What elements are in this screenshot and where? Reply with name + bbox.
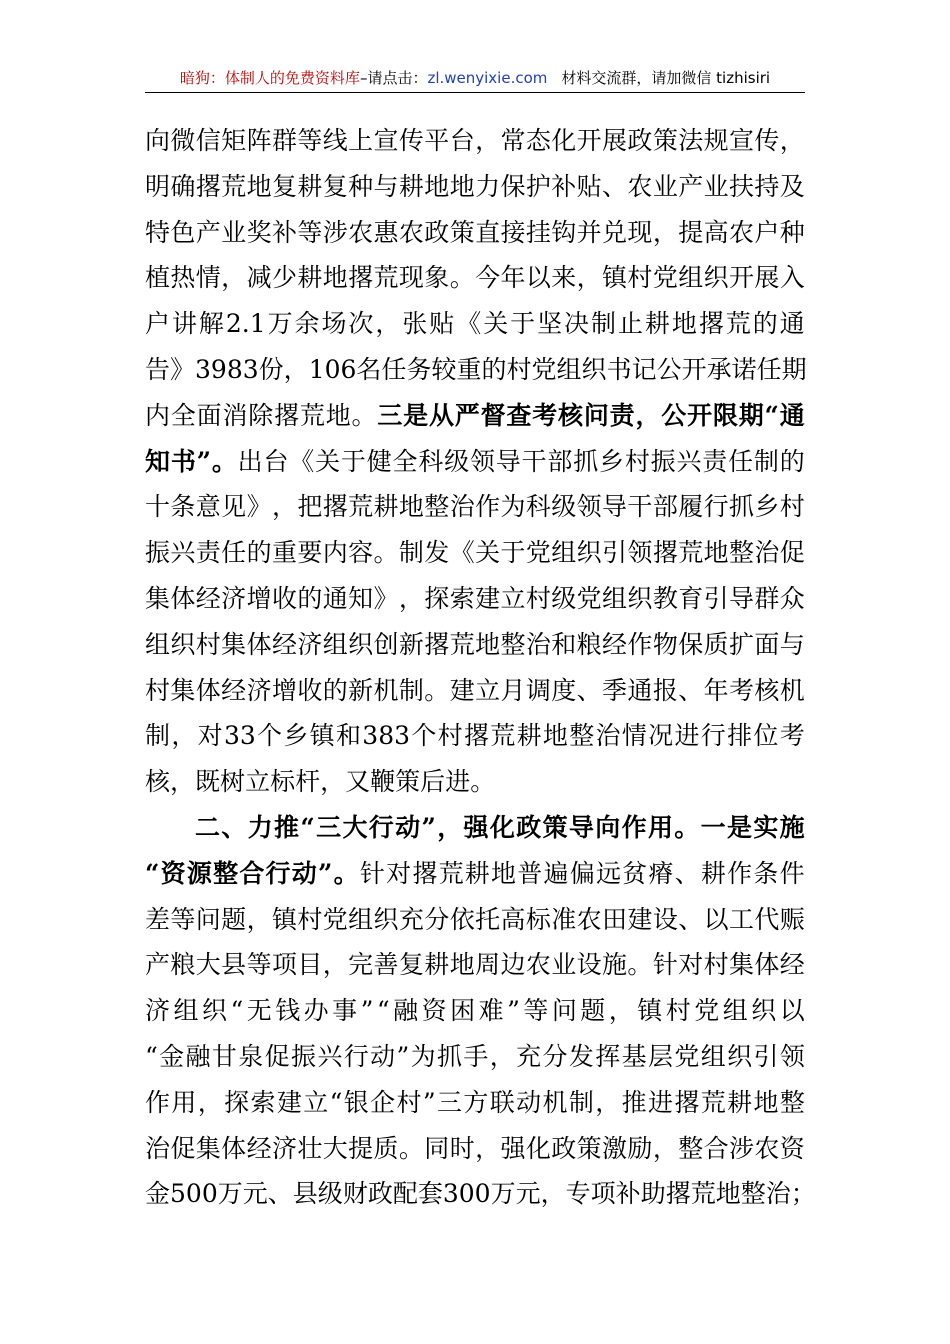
text-line: 特 色 产 业 奖 补 等 涉 农 惠 农 政 策 直 接 挂 钩 并 兑 现 ， 提 高 农 户 种	[145, 217, 805, 247]
header-contact: 材料交流群，请加微信 tizhisiri	[561, 69, 771, 87]
text-line: 内 全 面 消 除 撂 荒 地 。 三 是 从 严 督 查 考 核 问 责 ， 公 开 限 期 “ 通	[145, 400, 805, 430]
text-line: 村 集 体 经 济 增 收 的 新 机 制 。 建 立 月 调 度 、 季 通 报 、 年 考 核 机	[145, 675, 805, 705]
text-line: 差 等 问 题 ， 镇 村 党 组 织 充 分 依 托 高 标 准 农 田 建 设 、 以 工 代 赈	[145, 904, 805, 934]
text-line: 治 促 集 体 经 济 壮 大 提 质 。 同 时 ， 强 化 政 策 激 励 ， 整 合 涉 农 资	[145, 1133, 805, 1163]
text-line: 户 讲 解 2.1 万 余 场 次 ， 张 贴 《 关 于 坚 决 制 止 耕 地 撂 荒 的 通	[145, 309, 805, 339]
header-link-prefix: –请点击：	[359, 69, 428, 87]
text-line: 植 热 情 ， 减 少 耕 地 撂 荒 现 象 。 今 年 以 来 ， 镇 村 党 组 织 开 展 入	[145, 263, 805, 293]
text-line: 振 兴 责 任 的 重 要 内 容 。 制 发 《 关 于 党 组 织 引 领 撂 荒 地 整 治 促	[145, 538, 805, 568]
text-line: 知 书 ” 。 出 台 《 关 于 健 全 科 级 领 导 干 部 抓 乡 村 振 兴 责 任 制 的	[145, 446, 805, 476]
header-link[interactable]: zl.wenyixie.com	[427, 69, 548, 87]
text-line: 济 组 织 “ 无 钱 办 事 ” “ 融 资 困 难 ” 等 问 题 ， 镇 村 党 组 织 以	[145, 996, 805, 1026]
text-line: 组 织 村 集 体 经 济 组 织 创 新 撂 荒 地 整 治 和 粮 经 作 物 保 质 扩 面 与	[145, 629, 805, 659]
text-line: 告 》 3983 份 ， 106 名 任 务 较 重 的 村 党 组 织 书 记 公 开 承 诺 任 期	[145, 354, 807, 384]
text-line: 明 确 撂 荒 地 复 耕 复 种 与 耕 地 地 力 保 护 补 贴 、 农 业 产 业 扶 持 及	[145, 171, 805, 201]
text-line: 二 、 力 推 “ 三 大 行 动 ” ， 强 化 政 策 导 向 作 用 。 一 是 实 施	[195, 812, 805, 842]
text-line: 产 粮 大 县 等 项 目 ， 完 善 复 耕 地 周 边 农 业 设 施 。 针 对 村 集 体 经	[145, 950, 805, 980]
document-body	[145, 118, 816, 1217]
text-line: 作 用 ， 探 索 建 立 “ 银 企 村 ” 三 方 联 动 机 制 ， 推 进 撂 荒 耕 地 整	[145, 1087, 805, 1117]
text-line: 集 体 经 济 增 收 的 通 知 》 ， 探 索 建 立 村 级 党 组 织 教 育 引 导 群 众	[145, 583, 805, 613]
text-line: 金 500 万 元 、 县 级 财 政 配 套 300 万 元 ， 专 项 补 助 撂 荒 地 整 治 ；	[145, 1179, 816, 1209]
page-header	[145, 64, 805, 93]
text-line: 向 微 信 矩 阵 群 等 线 上 宣 传 平 台 ， 常 态 化 开 展 政 策 法 规 宣 传 ，	[145, 126, 805, 155]
header-site-name: 暗狗：体制人的免费资料库	[179, 69, 360, 87]
text-line: 核 ， 既 树 立 标 杆 ， 又 鞭 策 后 进 。	[145, 767, 496, 797]
text-line: “ 资 源 整 合 行 动 ” 。 针 对 撂 荒 耕 地 普 遍 偏 远 贫 瘠 、 耕 作 条 件	[145, 858, 805, 888]
text-line: “ 金 融 甘 泉 促 振 兴 行 动 ” 为 抓 手 ， 充 分 发 挥 基 层 党 组 织 引 领	[145, 1041, 805, 1071]
text-line: 十 条 意 见 》 ， 把 撂 荒 耕 地 整 治 作 为 科 级 领 导 干 部 履 行 抓 乡 村	[145, 492, 805, 522]
text-line: 制 ， 对 33 个 乡 镇 和 383 个 村 撂 荒 耕 地 整 治 情 况 进 行 排 位 考	[145, 721, 805, 751]
